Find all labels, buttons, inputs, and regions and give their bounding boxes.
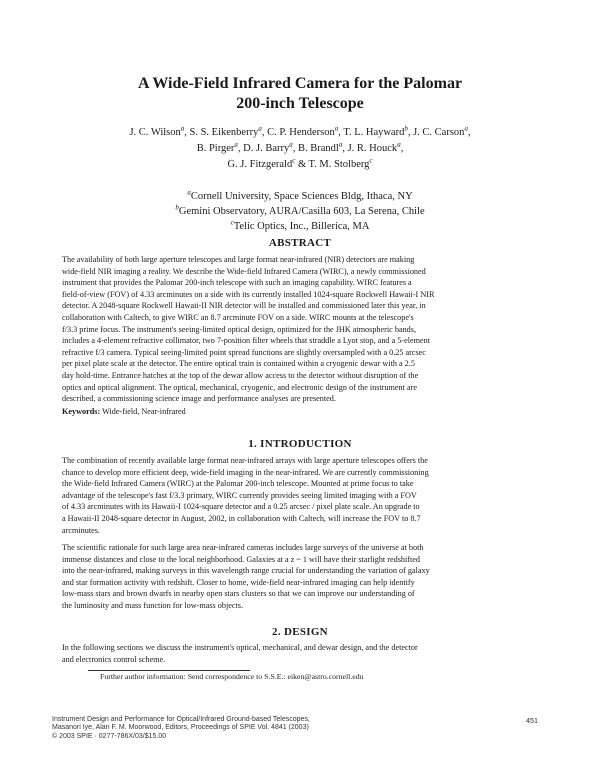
- abstract-body: [62, 254, 542, 405]
- page-number: 451: [526, 716, 538, 725]
- affiliation: $^a$Cornell University, Space Sciences Bldg, Ithaca, NY: [187, 188, 413, 202]
- design-paragraph: [62, 642, 542, 665]
- intro-line: low-mass stars and brown dwarfs in nearby open stars clusters so that we can improve our understanding of: [62, 589, 415, 599]
- intro-line: The combination of recently available large format near-infrared arrays with large aperture telescopes offers the: [62, 456, 428, 465]
- design-line: and electronics control scheme.: [62, 654, 166, 664]
- abstract-line: field-of-view (FOV) of 4.33 arcminutes on a side with its currently installed 1024-square Rockwell Hawaii-I NIR: [62, 289, 435, 299]
- abstract-heading: ABSTRACT: [268, 237, 332, 249]
- intro-line: chance to develop more efficient deep, wide-field imaging in the near-infrared. We are currently commissioning: [62, 467, 429, 477]
- intro-line: into the near-infrared, making surveys in this wavelength range crucial for understanding the variation of galaxy: [62, 566, 430, 576]
- abstract-line: per pixel plate scale at the detector. The entire optical train is contained within a cryogenic dewar with a 2.5: [62, 359, 415, 369]
- intro-line: the Wide-field Infrared Camera (WIRC) at the Palomar 200-inch telescope. Mounted at prime focus to take: [62, 479, 414, 489]
- keywords-label: Keywords:: [62, 407, 101, 416]
- abstract-line: wide-field NIR imaging a reality. We describe the Wide-field Infrared Camera (WIRC), a newly commissioned: [62, 266, 426, 276]
- proceedings-footer: [52, 716, 310, 741]
- title-line-1: A Wide-Field Infrared Camera for the Palomar: [137, 75, 463, 92]
- author: T. L. Hayward: [343, 127, 405, 138]
- intro-line: the luminosity and mass function for low-mass objects.: [62, 600, 244, 610]
- author: B. Brandl: [298, 143, 339, 154]
- intro-heading: 1. INTRODUCTION: [248, 438, 352, 450]
- intro-line: The scientific rationale for such large area near-infrared cameras includes large surveys of the universe at both: [62, 543, 424, 552]
- author: C. P. Henderson: [267, 127, 335, 138]
- footer-line: Instrument Design and Performance for Optical/Infrared Ground-based Telescopes,: [52, 716, 310, 723]
- author: G. J. Fitzgerald: [227, 159, 293, 170]
- abstract-line: f/3.3 prime focus. The instrument's seeing-limited optical design, optimized for the JHK atmospheric bands,: [62, 324, 416, 334]
- affiliation: $^c$Telic Optics, Inc., Billerica, MA: [230, 218, 370, 232]
- intro-line: advantage of the telescope's fast f/3.3 primary, WIRC currently provides seeing limited imaging with a FOV: [62, 490, 417, 500]
- author-line-1: J. C. Wilson$^a$, S. S. Eikenberry$^a$, C. P. Henderson$^a$, T. L. Hayward$^b$, J. C. Carson$^a$,: [129, 124, 471, 138]
- author-line-3: G. J. Fitzgerald$^c$ & T. M. Stolberg$^c$: [227, 156, 373, 170]
- intro-line: a Hawaii-II 2048-square detector in August, 2002, in collaboration with Caltech, will increase the FOV to 8.7: [62, 513, 421, 523]
- author: J. C. Carson: [413, 127, 465, 138]
- design-line: In the following sections we discuss the instrument's optical, mechanical, and dewar design, and the detector: [62, 643, 418, 652]
- author: S. S. Eikenberry: [189, 127, 259, 138]
- abstract-line: described, a commissioning science image and performance analyses are presented.: [62, 394, 336, 404]
- footnote: Further author information: Send correspondence to S.S.E.: eiken@astro.cornell.edu: [100, 672, 364, 681]
- author: J. C. Wilson: [129, 127, 181, 138]
- paper-title: [0, 74, 600, 114]
- footer-line: © 2003 SPIE · 0277-786X/03/$15.00: [52, 732, 167, 740]
- author: T. M. Stolberg: [308, 159, 370, 170]
- abstract-line: instrument that provides the Palomar 200-inch telescope with such an imaging capability. WIRC features a: [62, 278, 412, 288]
- affiliation: $^b$Gemini Observatory, AURA/Casilla 603, La Serena, Chile: [175, 203, 425, 217]
- abstract-line: includes a 4-element refractive collimator, two 7-position filter wheels that straddle a Lyot stop, and a 5-element: [62, 336, 430, 346]
- affiliation-list: [0, 189, 600, 234]
- abstract-line: The availability of both large aperture telescopes and large format near-infrared (NIR) detectors are making: [62, 255, 415, 264]
- abstract-line: detector. A 2048-square Rockwell Hawaii-II NIR detector will be installed and commissioned later this year, in: [62, 301, 426, 311]
- intro-paragraph-2: [62, 542, 542, 612]
- intro-line: arcminutes.: [62, 525, 100, 535]
- intro-line: of 4.33 arcminutes with its Hawaii-I 1024-square detector and a 0.25 arcsec / pixel plate scale. An upgrade to: [62, 502, 420, 512]
- keywords-text: Wide-field, Near-infrared: [102, 407, 186, 416]
- abstract-line: optics and optical alignment. The optical, mechanical, cryogenic, and electronic design of the instrument are: [62, 382, 417, 392]
- title-line-2: 200-inch Telescope: [236, 95, 364, 112]
- author-list: [0, 125, 600, 173]
- author: B. Pirger: [196, 143, 235, 154]
- footer-line: Masanori Iye, Alan F. M. Moorwood, Editors, Proceedings of SPIE Vol. 4841 (2003): [52, 724, 309, 732]
- author: J. R. Houck: [347, 143, 398, 154]
- keywords: [62, 407, 186, 416]
- author: D. J. Barry: [243, 143, 290, 154]
- intro-paragraph-1: [62, 455, 542, 536]
- intro-line: immense distances and close to the local neighborhood. Galaxies at a z ~ 1 will have their starlight redshifted: [62, 554, 420, 564]
- abstract-line: collaboration with Caltech, to give WIRC an 8.7 arcminute FOV on a side. WIRC mounts at the telescope's: [62, 312, 414, 322]
- author-line-2: B. Pirger$^a$, D. J. Barry$^a$, B. Brandl$^a$, J. R. Houck$^a$,: [196, 140, 404, 154]
- abstract-line: day hold-time. Entrance hatches at the top of the dewar allow access to the detector without disruption of the: [62, 370, 419, 380]
- intro-line: and star formation activity with redshift. Closer to home, wide-field near-infrared imaging can help identify: [62, 577, 415, 587]
- abstract-line: refractive f/3 camera. Typical seeing-limited point spread functions are slightly oversampled with a 0.25 arcsec: [62, 347, 426, 357]
- design-heading: 2. DESIGN: [272, 626, 328, 638]
- footnote-rule: [88, 670, 250, 671]
